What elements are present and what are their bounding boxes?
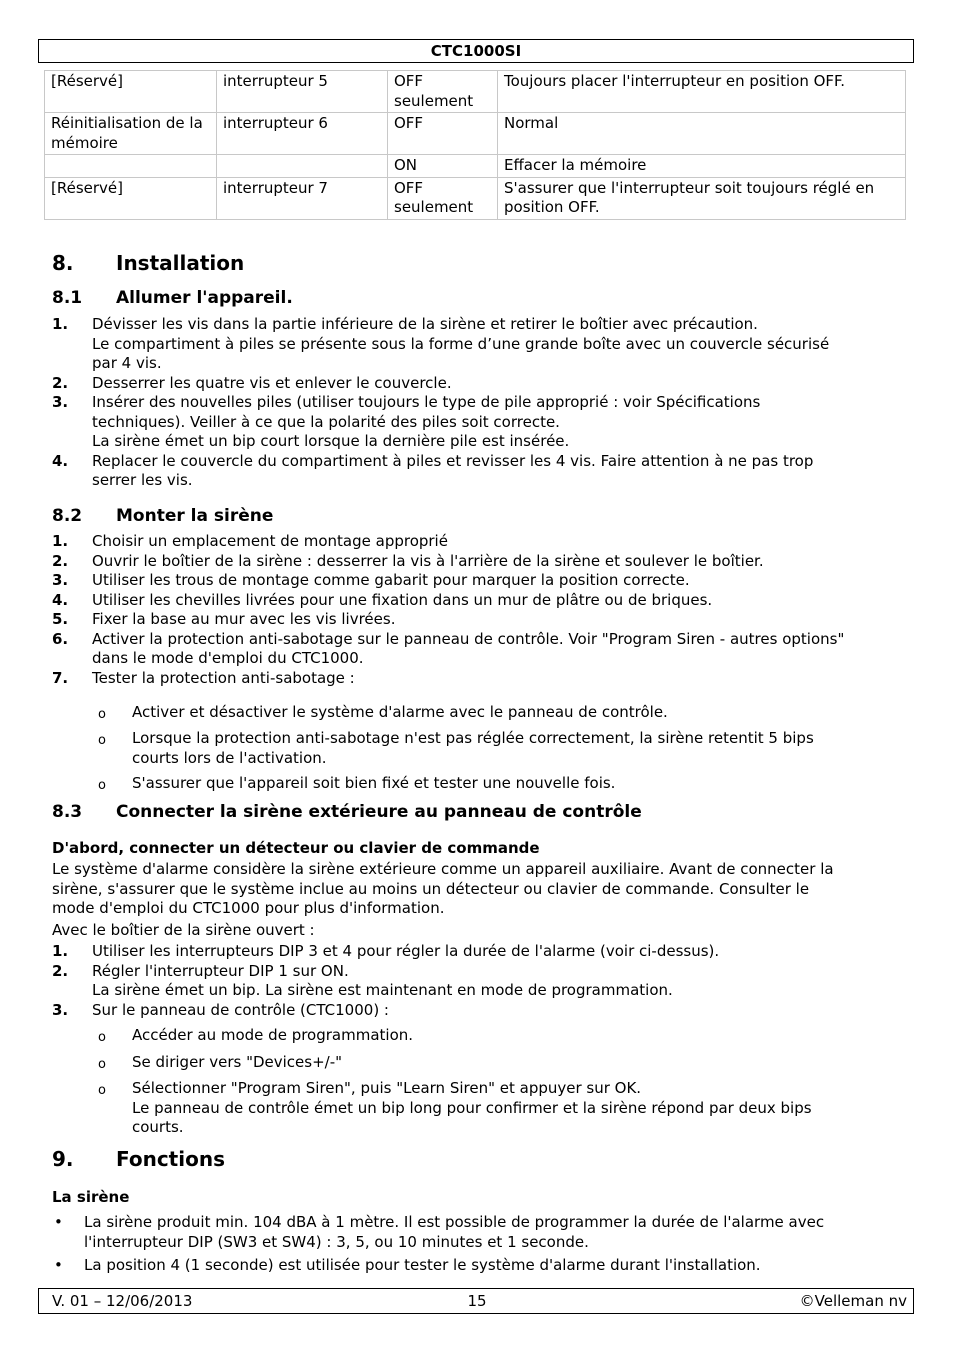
sub-item-text-line: Lorsque la protection anti-sabotage n'est pas réglée correctement, la sirène retentit 5 bips <box>132 729 814 747</box>
bullet-marker: o <box>98 778 106 793</box>
step-text-line: Utiliser les interrupteurs DIP 3 et 4 pour régler la durée de l'alarme (voir ci-dessus). <box>92 942 720 960</box>
list-item <box>52 393 902 452</box>
table-cell: OFF seulement <box>388 177 498 219</box>
section-8-1-heading <box>52 289 293 309</box>
step-text-line: Utiliser les trous de montage comme gabarit pour marquer la position correcte. <box>92 571 690 589</box>
step-text-line: Activer la protection anti-sabotage sur le panneau de contrôle. Voir "Program Siren - autres options" <box>92 629 845 648</box>
sub-item-text <box>52 1213 902 1252</box>
step-number: 1. <box>52 532 69 550</box>
section-number: 8.2 <box>52 506 83 526</box>
paragraph-line: mode d'emploi du CTC1000 pour plus d'information. <box>52 899 445 917</box>
paragraph-open-case: Avec le boîtier de la sirène ouvert : <box>52 921 315 939</box>
step-text-line: Replacer le couvercle du compartiment à piles et revisser les 4 vis. Faire attention à ne pas trop <box>92 451 814 470</box>
table-cell <box>45 155 217 178</box>
sub-list-item <box>92 1053 902 1073</box>
steps-8-2 <box>52 532 902 688</box>
table-cell <box>217 155 388 178</box>
list-item <box>52 571 902 591</box>
sub-item-text <box>52 1256 902 1276</box>
step-text-line: par 4 vis. <box>92 354 162 372</box>
step-number: 4. <box>52 590 69 609</box>
sub-list-item <box>92 1079 902 1138</box>
steps-8-3 <box>52 942 902 1020</box>
step-text-line: Régler l'interrupteur DIP 1 sur ON. <box>92 961 349 980</box>
step-text-line: Insérer des nouvelles piles (utiliser toujours le type de pile approprié : voir Spécifications <box>92 393 761 411</box>
document-header <box>38 39 914 63</box>
step-number: 7. <box>52 668 69 687</box>
sub-list-item <box>92 729 902 768</box>
list-item <box>52 942 902 962</box>
list-item <box>52 532 902 552</box>
step-number: 6. <box>52 629 69 648</box>
document-footer <box>38 1288 914 1314</box>
sub-item-text-line: Se diriger vers "Devices+/-" <box>132 1053 343 1071</box>
sub-item-text-line: courts lors de l'activation. <box>132 748 327 767</box>
sub-item-text-line: S'assurer que l'appareil soit bien fixé et tester une nouvelle fois. <box>132 774 616 792</box>
step-number: 2. <box>52 551 69 570</box>
section-title: Fonctions <box>116 1147 225 1171</box>
paragraph-line: sirène, s'assurer que le système inclue au moins un détecteur ou clavier de commande. Consulter le <box>52 879 810 898</box>
subheading-siren: La sirène <box>52 1188 130 1206</box>
step-number: 4. <box>52 451 69 470</box>
sub-list-item <box>92 1026 902 1046</box>
bullet-marker: • <box>54 1213 63 1231</box>
sub-item-text <box>92 703 902 723</box>
sub-item-text <box>92 774 902 794</box>
header-title: CTC1000SI <box>430 42 522 60</box>
footer-copyright: ©Velleman nv <box>799 1292 907 1310</box>
list-item <box>52 591 902 611</box>
sub-item-text-line: l'interrupteur DIP (SW3 et SW4) : 3, 5, ou 10 minutes et 1 seconde. <box>84 1232 589 1251</box>
sub-item-text-line: courts. <box>132 1118 184 1136</box>
sub-item-text-line: Le panneau de contrôle émet un bip long pour confirmer et la sirène répond par deux bips <box>132 1098 812 1117</box>
footer-version: V. 01 – 12/06/2013 <box>52 1292 193 1310</box>
bullet-marker: o <box>98 1083 106 1098</box>
sub-item-text-line: Accéder au mode de programmation. <box>132 1026 414 1044</box>
table-cell: OFF seulement <box>388 71 498 113</box>
dip-switch-table <box>44 70 906 220</box>
list-item <box>52 962 902 1001</box>
step-number: 3. <box>52 1000 69 1019</box>
step-text-line: dans le mode d'emploi du CTC1000. <box>92 649 364 667</box>
sub-item-text <box>92 1079 902 1138</box>
section-8-2-heading <box>52 507 273 527</box>
step-text-line: Fixer la base au mur avec les vis livrées. <box>92 610 396 628</box>
section-title: Installation <box>116 251 245 275</box>
step-text-line: techniques). Veiller à ce que la polarité des piles soit correcte. <box>92 412 560 431</box>
list-item <box>52 374 902 394</box>
sub-item-text-line: Activer et désactiver le système d'alarme avec le panneau de contrôle. <box>132 703 668 721</box>
step-text-line: La sirène émet un bip court lorsque la dernière pile est insérée. <box>92 432 570 450</box>
bullet-marker: o <box>98 1057 106 1072</box>
list-item <box>52 552 902 572</box>
sub-item-text <box>92 1053 902 1073</box>
table-cell: Effacer la mémoire <box>498 155 906 178</box>
section-title: Allumer l'appareil. <box>116 288 293 308</box>
list-item <box>52 610 902 630</box>
step-number: 2. <box>52 373 69 392</box>
section-number: 8.3 <box>52 802 83 822</box>
section-8-heading <box>52 251 245 275</box>
list-item <box>52 630 902 669</box>
section-title: Monter la sirène <box>116 506 274 526</box>
table-cell: S'assurer que l'interrupteur soit toujours réglé en position OFF. <box>498 177 906 219</box>
step-number: 1. <box>52 315 69 333</box>
paragraph-line: Le système d'alarme considère la sirène extérieure comme un appareil auxiliaire. Avant de connecter la <box>52 860 834 878</box>
section-number: 8. <box>52 251 74 275</box>
list-item <box>52 452 902 491</box>
sub-list-item <box>52 1256 902 1276</box>
sub-item-text <box>92 1026 902 1046</box>
table-cell: Réinitialisation de la mémoire <box>45 113 217 155</box>
table-cell: ON <box>388 155 498 178</box>
section-8-3-heading <box>52 803 642 823</box>
step-text-line: Sur le panneau de contrôle (CTC1000) : <box>92 1000 389 1019</box>
table-row <box>45 177 906 219</box>
sub-list-item <box>52 1213 902 1252</box>
step-text-line: Desserrer les quatre vis et enlever le couvercle. <box>92 373 452 392</box>
bullet-marker: o <box>98 707 106 722</box>
section-number: 8.1 <box>52 288 83 308</box>
step-number: 5. <box>52 610 69 628</box>
step-text-line: La sirène émet un bip. La sirène est maintenant en mode de programmation. <box>92 981 673 999</box>
section-9-heading <box>52 1147 225 1171</box>
section-number: 9. <box>52 1147 74 1171</box>
step-text-line: Le compartiment à piles se présente sous la forme d’une grande boîte avec un couvercle sécurisé <box>92 334 830 353</box>
step-text-line: Tester la protection anti-sabotage : <box>92 668 355 687</box>
list-item <box>52 315 902 374</box>
step-number: 2. <box>52 961 69 980</box>
sub-item-text-line: La position 4 (1 seconde) est utilisée pour tester le système d'alarme durant l'installation. <box>84 1256 761 1274</box>
sub-list-item <box>92 774 902 794</box>
steps-8-1 <box>52 315 902 491</box>
sub-item-text-line: La sirène produit min. 104 dBA à 1 mètre. Il est possible de programmer la durée de l'alarme avec <box>84 1213 825 1231</box>
sub-item-text <box>92 729 902 768</box>
bullet-marker: • <box>54 1256 63 1274</box>
step-number: 3. <box>52 393 69 411</box>
table-cell: interrupteur 7 <box>217 177 388 219</box>
list-item <box>52 669 902 689</box>
step-text-line: Utiliser les chevilles livrées pour une fixation dans un mur de plâtre ou de briques. <box>92 590 713 609</box>
table-cell: Toujours placer l'interrupteur en position OFF. <box>498 71 906 113</box>
bullet-marker: o <box>98 733 106 748</box>
paragraph-auxiliary <box>52 860 897 919</box>
footer-page-number: 15 <box>467 1292 487 1310</box>
table-cell: interrupteur 6 <box>217 113 388 155</box>
table-cell: interrupteur 5 <box>217 71 388 113</box>
step-text-line: Dévisser les vis dans la partie inférieure de la sirène et retirer le boîtier avec précaution. <box>92 315 758 333</box>
table-row <box>45 113 906 155</box>
list-item <box>52 1001 902 1021</box>
sub-list-item <box>92 703 902 723</box>
table-cell: OFF <box>388 113 498 155</box>
step-text-line: serrer les vis. <box>92 471 193 489</box>
table-cell: [Réservé] <box>45 71 217 113</box>
table-row <box>45 155 906 178</box>
bullet-marker: o <box>98 1030 106 1045</box>
subheading-detector: D'abord, connecter un détecteur ou clavier de commande <box>52 839 540 857</box>
step-text-line: Choisir un emplacement de montage approprié <box>92 532 448 550</box>
step-text-line: Ouvrir le boîtier de la sirène : desserrer la vis à l'arrière de la sirène et soulever le boîtier. <box>92 551 764 570</box>
table-cell: [Réservé] <box>45 177 217 219</box>
sub-item-text-line: Sélectionner "Program Siren", puis "Learn Siren" et appuyer sur OK. <box>132 1079 642 1097</box>
step-number: 3. <box>52 571 69 589</box>
table-cell: Normal <box>498 113 906 155</box>
section-title: Connecter la sirène extérieure au panneau de contrôle <box>116 802 642 822</box>
table-row <box>45 71 906 113</box>
step-number: 1. <box>52 942 69 960</box>
